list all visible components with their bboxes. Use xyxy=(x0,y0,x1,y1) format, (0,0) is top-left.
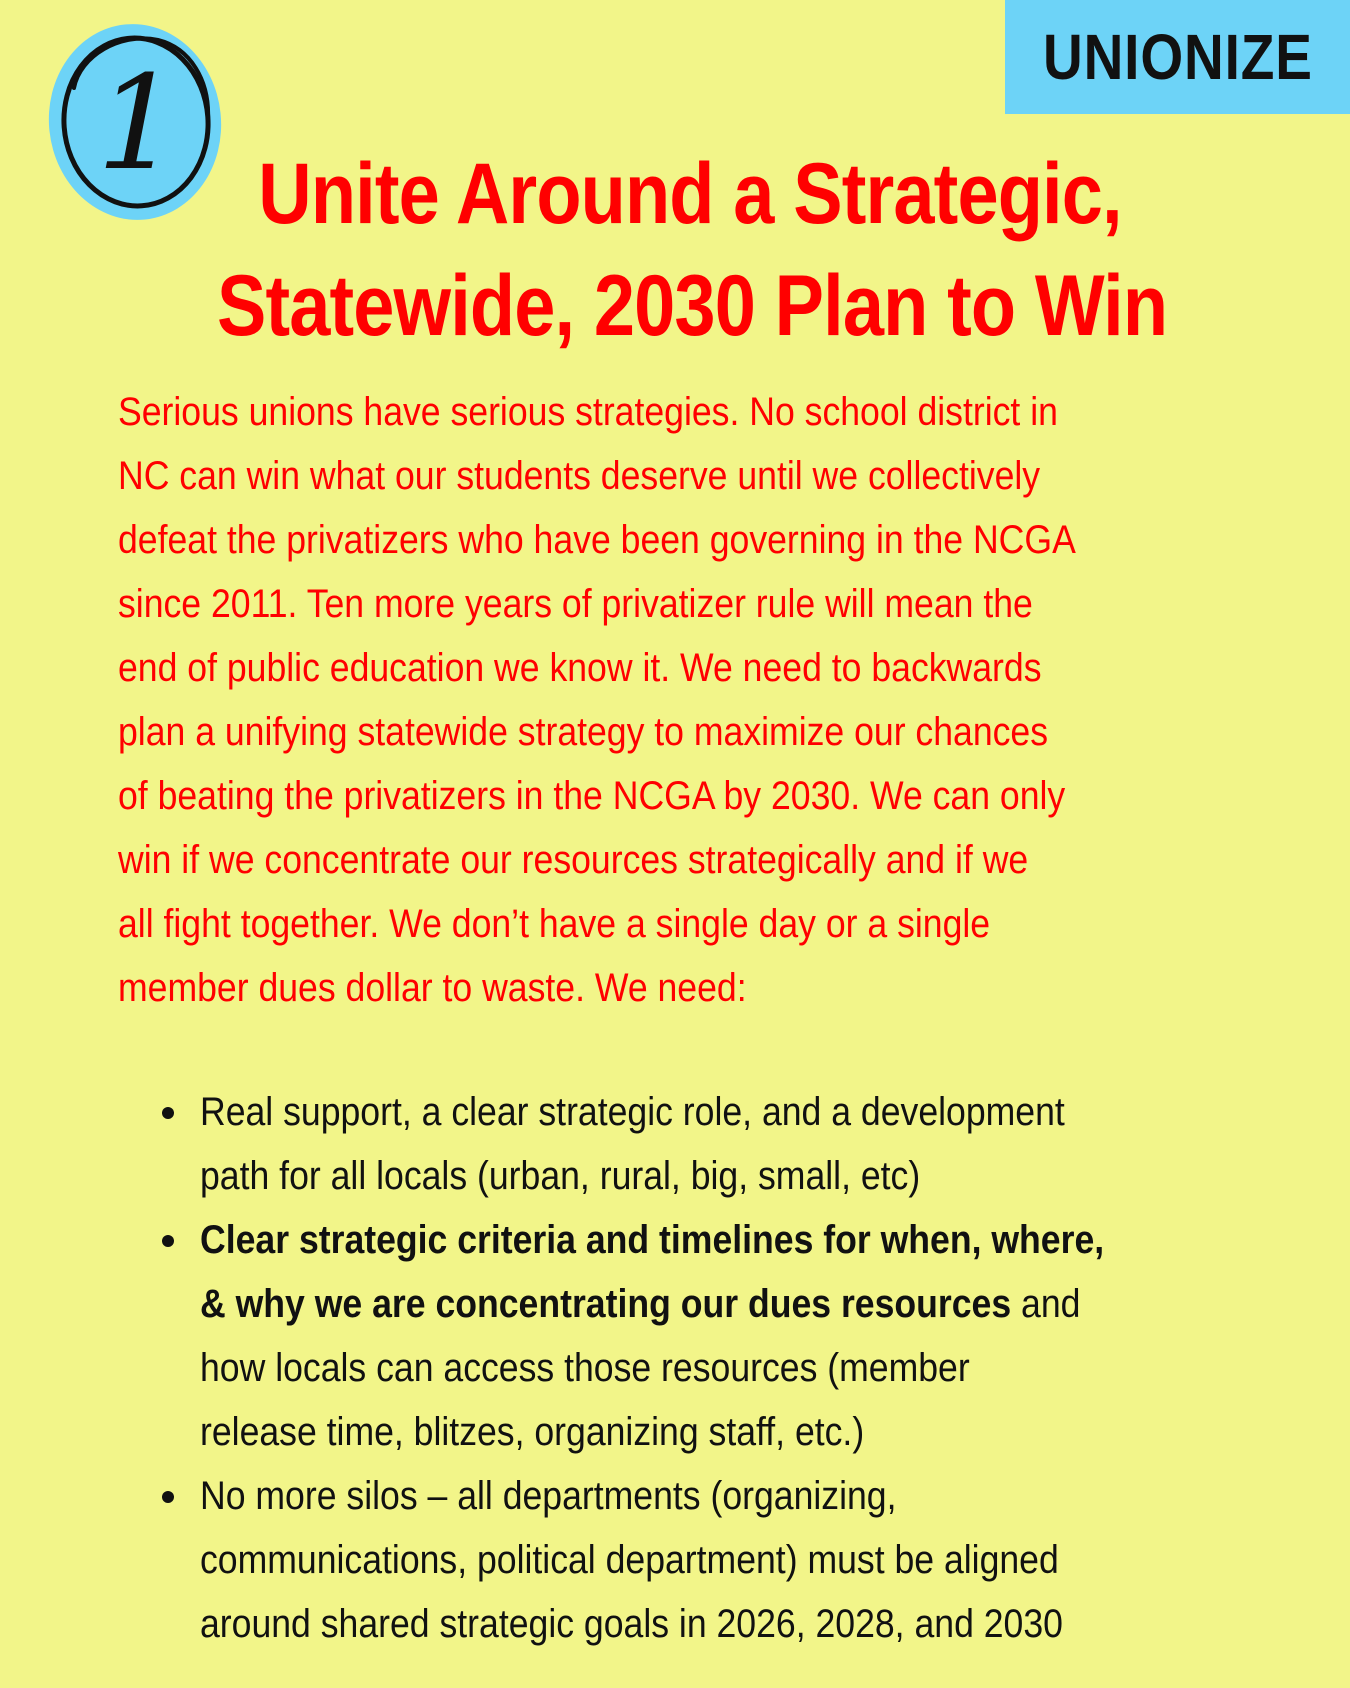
needs-list-item xyxy=(160,1208,1270,1464)
intro-line: since 2011. Ten more years of privatizer rule will mean the xyxy=(118,582,1033,626)
needs-list xyxy=(160,1080,1270,1656)
intro-line: defeat the privatizers who have been governing in the NCGA xyxy=(118,518,1076,562)
unionize-tag-label: UNIONIZE xyxy=(1042,21,1313,93)
intro-line: NC can win what our students deserve until we collectively xyxy=(118,454,1041,498)
needs-item-text: and xyxy=(1011,1282,1081,1326)
bullet-icon xyxy=(162,1491,174,1503)
bullet-icon xyxy=(162,1107,174,1119)
intro-paragraph xyxy=(118,380,1258,1020)
needs-item-line: how locals can access those resources (member xyxy=(200,1346,970,1390)
intro-line: Serious unions have serious strategies. No school district in xyxy=(118,390,1058,434)
bullet-icon xyxy=(162,1235,174,1247)
needs-item-line: around shared strategic goals in 2026, 2028, and 2030 xyxy=(200,1602,1063,1646)
needs-item-line: communications, political department) must be aligned xyxy=(200,1538,1059,1582)
intro-line: of beating the privatizers in the NCGA by 2030. We can only xyxy=(118,774,1066,818)
unionize-tag xyxy=(1005,0,1350,114)
intro-line: end of public education we know it. We need to backwards xyxy=(118,646,1042,690)
badge-number: 1 xyxy=(96,47,180,199)
needs-item-line: path for all locals (urban, rural, big, small, etc) xyxy=(200,1154,921,1198)
needs-item-bold-text: & why we are concentrating our dues resources xyxy=(200,1282,1012,1326)
page-title xyxy=(140,138,1240,362)
needs-item-line xyxy=(200,1272,1152,1336)
intro-line: member dues dollar to waste. We need: xyxy=(118,966,747,1010)
needs-item-line: No more silos – all departments (organizing, xyxy=(200,1474,897,1518)
needs-list-item xyxy=(160,1080,1270,1208)
needs-item-line: release time, blitzes, organizing staff, etc.) xyxy=(200,1410,865,1454)
intro-line: all fight together. We don’t have a single day or a single xyxy=(118,902,991,946)
needs-item-line-bold: Clear strategic criteria and timelines for when, where, xyxy=(200,1218,1105,1262)
intro-line: plan a unifying statewide strategy to maximize our chances xyxy=(118,710,1049,754)
needs-item-line: Real support, a clear strategic role, and a development xyxy=(200,1090,1065,1134)
intro-line: win if we concentrate our resources strategically and if we xyxy=(118,838,1029,882)
needs-list-item xyxy=(160,1464,1270,1656)
title-line-1: Unite Around a Strategic, xyxy=(258,146,1122,242)
title-line-2: Statewide, 2030 Plan to Win xyxy=(217,258,1168,354)
